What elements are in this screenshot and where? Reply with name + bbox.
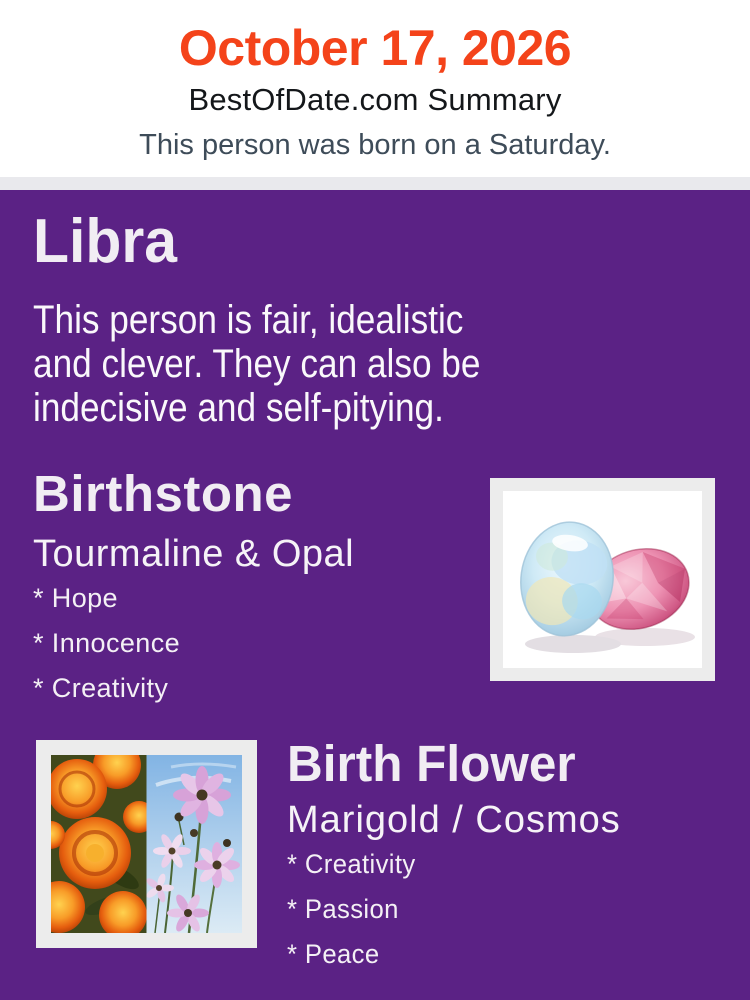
birth-flower-section — [287, 734, 727, 977]
birthstone-photo — [503, 491, 702, 668]
birth-flower-image — [36, 740, 257, 948]
birthstone-image — [490, 478, 715, 681]
zodiac-description-line: indecisive and self-pitying. — [33, 386, 444, 430]
summary-card — [0, 190, 750, 1000]
birth-flower-heading: Birth Flower — [287, 735, 576, 792]
birthstone-trait-item: * Creativity — [33, 673, 169, 703]
birth-flower-trait-item: * Creativity — [287, 849, 416, 879]
birthstone-trait-list — [33, 576, 180, 711]
born-day-line: This person was born on a Saturday. — [139, 129, 611, 161]
birth-flower-trait-item: * Peace — [287, 939, 380, 969]
page-header — [0, 0, 750, 177]
birth-flower-photo — [51, 755, 242, 933]
opal-tourmaline-illustration — [503, 491, 702, 668]
marigold-cosmos-illustration — [51, 755, 242, 933]
page-title-date: October 17, 2026 — [178, 20, 572, 76]
divider-bar — [0, 177, 750, 190]
zodiac-description — [33, 298, 480, 430]
birthstone-heading: Birthstone — [33, 465, 293, 522]
birth-flower-names: Marigold / Cosmos — [287, 799, 621, 841]
birthstone-trait-item: * Hope — [33, 583, 118, 613]
zodiac-sign-heading: Libra — [33, 207, 178, 276]
zodiac-description-line: and clever. They can also be — [33, 342, 481, 386]
zodiac-description-line: This person is fair, idealistic — [33, 298, 464, 342]
birthstone-trait-item: * Innocence — [33, 628, 181, 658]
birthstone-names: Tourmaline & Opal — [33, 533, 355, 575]
birth-flower-trait-item: * Passion — [287, 894, 399, 924]
site-summary-title: BestOfDate.com Summary — [188, 82, 562, 117]
birth-flower-trait-list — [287, 842, 727, 977]
